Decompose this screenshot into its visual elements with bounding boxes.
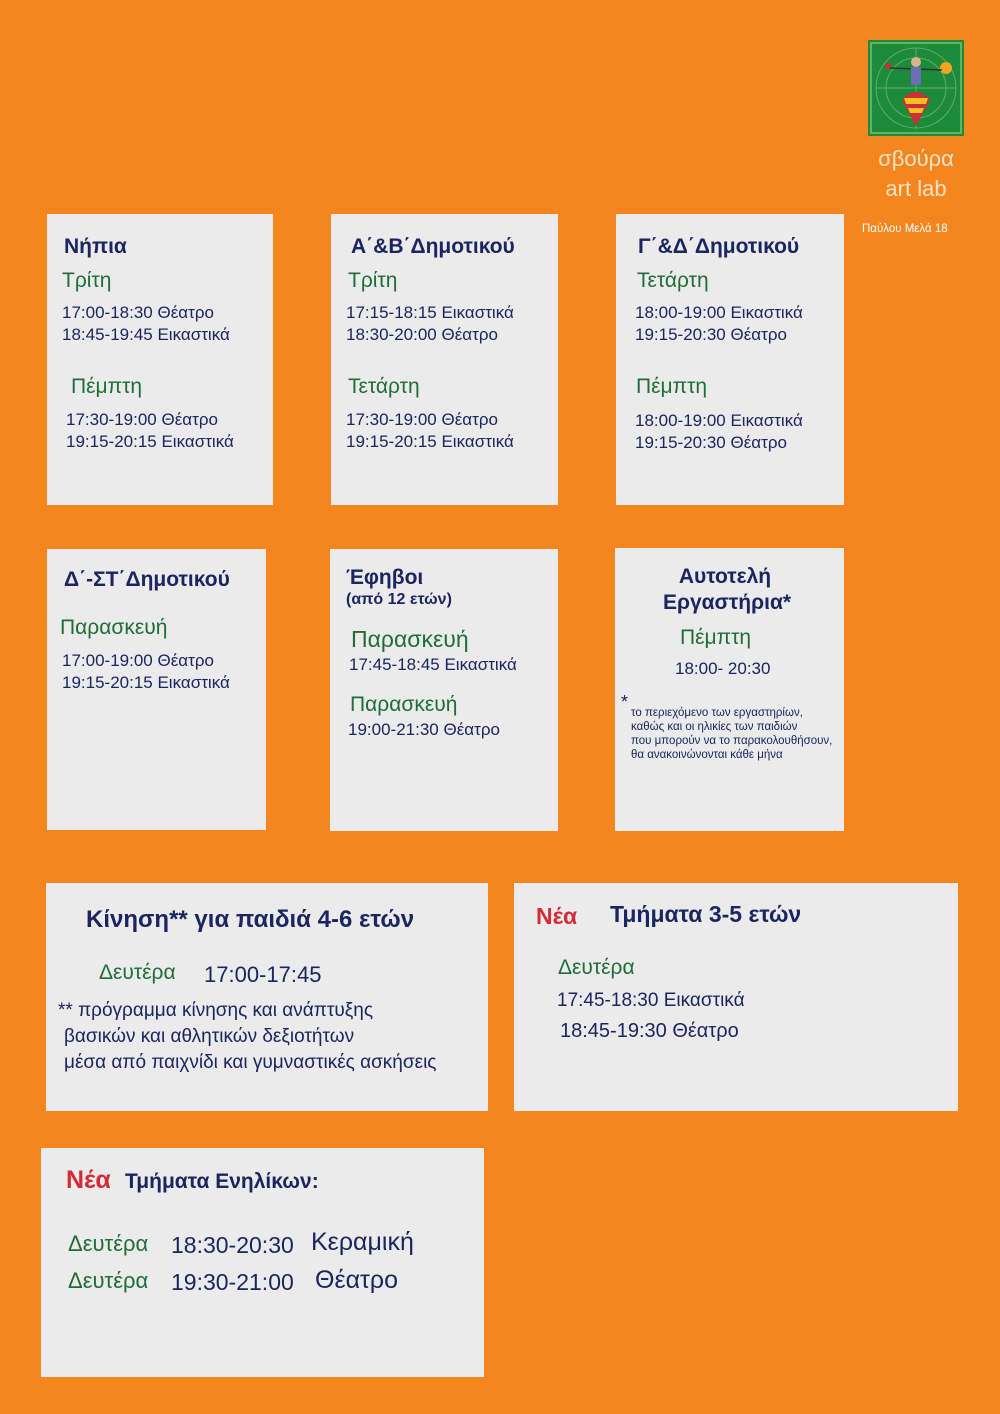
schedule-line: 19:15-20:30 Θέατρο [635, 325, 787, 344]
card-a-b-dimotikou [331, 214, 558, 505]
day-label: Δευτέρα [99, 961, 176, 984]
card-g-d-dimotikou [616, 214, 844, 505]
card-subtitle: (από 12 ετών) [346, 591, 452, 608]
schedule-line: 19:15-20:15 Εικαστικά [62, 673, 230, 692]
new-badge: Νέα [66, 1166, 111, 1194]
address: Παύλου Μελά 18 [862, 223, 948, 235]
schedule-time: 18:30-20:30 [171, 1232, 294, 1258]
schedule-line: 17:30-19:00 Θέατρο [346, 410, 498, 429]
day-label: Δευτέρα [68, 1231, 149, 1256]
card-nipia [47, 214, 273, 505]
card-d-st-dimotikou [47, 549, 266, 830]
schedule-line: 19:00-21:30 Θέατρο [348, 720, 500, 739]
card-title: Έφηβοι [346, 566, 424, 589]
card-kinisi [46, 883, 488, 1111]
day-label: Πέμπτη [680, 626, 752, 649]
card-title-line2: Εργαστήρια* [662, 591, 792, 614]
card-title-line1: Αυτοτελή [678, 565, 772, 588]
new-badge: Νέα [536, 903, 578, 929]
schedule-line: 18:30-20:00 Θέατρο [346, 325, 498, 344]
schedule-line: 17:45-18:30 Εικαστικά [557, 990, 745, 1011]
schedule-time: 17:00-17:45 [204, 962, 322, 987]
day-label: Τρίτη [348, 269, 398, 292]
footnote-line: καθώς και οι ηλικίες των παιδιών [631, 721, 798, 733]
day-label: Πέμπτη [636, 375, 708, 398]
schedule-line: 19:15-20:30 Θέατρο [635, 433, 787, 452]
day-label: Τρίτη [62, 269, 112, 292]
activity-label: Κεραμική [311, 1228, 414, 1256]
footnote-line: το περιεχόμενο των εργαστηρίων, [631, 707, 803, 719]
schedule-line: 17:00-18:30 Θέατρο [62, 303, 214, 322]
day-label: Τετάρτη [637, 269, 709, 292]
schedule-line: 17:45-18:45 Εικαστικά [349, 655, 517, 674]
card-nea-tmimata-enilikon [41, 1148, 484, 1377]
card-efivoi [330, 549, 558, 831]
day-label: Παρασκευή [351, 626, 469, 652]
note-line: ** πρόγραμμα κίνησης και ανάπτυξης [58, 1000, 373, 1021]
note-line: μέσα από παιχνίδι και γυμναστικές ασκήσεις [64, 1052, 437, 1073]
day-label: Δευτέρα [68, 1268, 149, 1293]
schedule-line: 18:45-19:30 Θέατρο [560, 1020, 739, 1042]
schedule-line: 17:00-19:00 Θέατρο [62, 651, 214, 670]
schedule-line: 18:00-19:00 Εικαστικά [635, 303, 803, 322]
card-title: Α΄&Β΄Δημοτικού [351, 235, 515, 258]
brand-name-line2: art lab [885, 176, 947, 201]
day-label: Παρασκευή [350, 693, 458, 716]
card-title: Γ΄&Δ΄Δημοτικού [638, 235, 800, 258]
footnote-star: * [621, 692, 629, 712]
card-title: Κίνηση** για παιδιά 4-6 ετών [86, 906, 415, 933]
schedule-line: 18:45-19:45 Εικαστικά [62, 325, 230, 344]
day-label: Πέμπτη [71, 375, 143, 398]
card-title: Δ΄-ΣΤ΄Δημοτικού [64, 568, 230, 591]
schedule-time: 19:30-21:00 [171, 1269, 294, 1295]
schedule-line: 18:00- 20:30 [675, 659, 771, 678]
day-label: Τετάρτη [348, 375, 420, 398]
schedule-line: 19:15-20:15 Εικαστικά [66, 432, 234, 451]
logo [868, 40, 964, 136]
brand-name-line1: σβούρα [878, 146, 954, 171]
card-nea-tmimata-3-5 [514, 883, 958, 1111]
schedule-line: 19:15-20:15 Εικαστικά [346, 432, 514, 451]
footnote-line: θα ανακοινώνονται κάθε μήνα [631, 749, 783, 761]
card-title: Νήπια [64, 235, 127, 258]
schedule-line: 17:30-19:00 Θέατρο [66, 410, 218, 429]
day-label: Παρασκευή [60, 616, 168, 639]
schedule-line: 17:15-18:15 Εικαστικά [346, 303, 514, 322]
footnote-line: που μπορούν να το παρακολουθήσουν, [631, 735, 833, 747]
card-title: Τμήματα Ενηλίκων: [125, 1170, 319, 1193]
note-line: βασικών και αθλητικών δεξιοτήτων [64, 1026, 355, 1047]
card-autoteli-ergastiria [615, 548, 844, 831]
day-label: Δευτέρα [558, 956, 635, 979]
schedule-line: 18:00-19:00 Εικαστικά [635, 411, 803, 430]
card-title: Τμήματα 3-5 ετών [610, 901, 802, 927]
activity-label: Θέατρο [315, 1266, 399, 1294]
